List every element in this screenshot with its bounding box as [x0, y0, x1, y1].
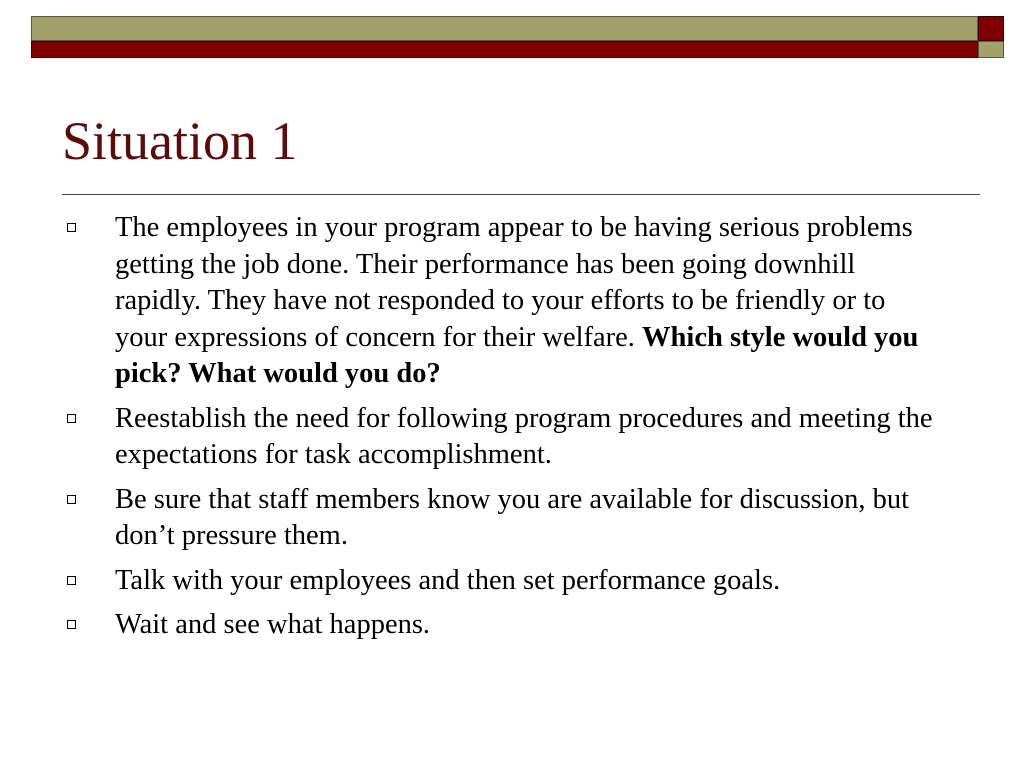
hollow-square-bullet-icon — [67, 576, 76, 585]
list-item — [62, 210, 942, 393]
hollow-square-bullet-icon — [67, 620, 76, 629]
header-maroon-bar — [31, 41, 978, 58]
bullet-list — [62, 210, 942, 652]
list-item — [62, 563, 942, 600]
bullet-text: Reestablish the need for following program procedures and meeting the expectations for task accomplishment. — [115, 402, 933, 470]
bullet-text: Wait and see what happens. — [115, 609, 431, 640]
title-divider — [62, 194, 980, 195]
list-item — [62, 401, 942, 474]
hollow-square-bullet-icon — [67, 495, 76, 504]
bullet-text: Talk with your employees and then set performance goals. — [115, 564, 781, 596]
hollow-square-bullet-icon — [67, 414, 76, 423]
list-item — [62, 482, 942, 555]
header-maroon-square — [978, 16, 1004, 41]
list-item — [62, 607, 942, 644]
header-olive-bar — [31, 16, 978, 41]
bullet-emphasis: Which style would you pick? What would you do? — [115, 321, 919, 389]
slide-title: Situation 1 — [62, 111, 298, 171]
hollow-square-bullet-icon — [67, 223, 76, 232]
bullet-text: The employees in your program appear to be having serious problems getting the job done. Their performance has been going downhill rapidly. They have not responded to your efforts to be friendly or to your expressions of concern for their welfare. — [115, 212, 913, 353]
header-olive-square — [978, 41, 1004, 58]
bullet-text: Be sure that staff members know you are available for discussion, but don’t pressure them. — [115, 483, 910, 551]
